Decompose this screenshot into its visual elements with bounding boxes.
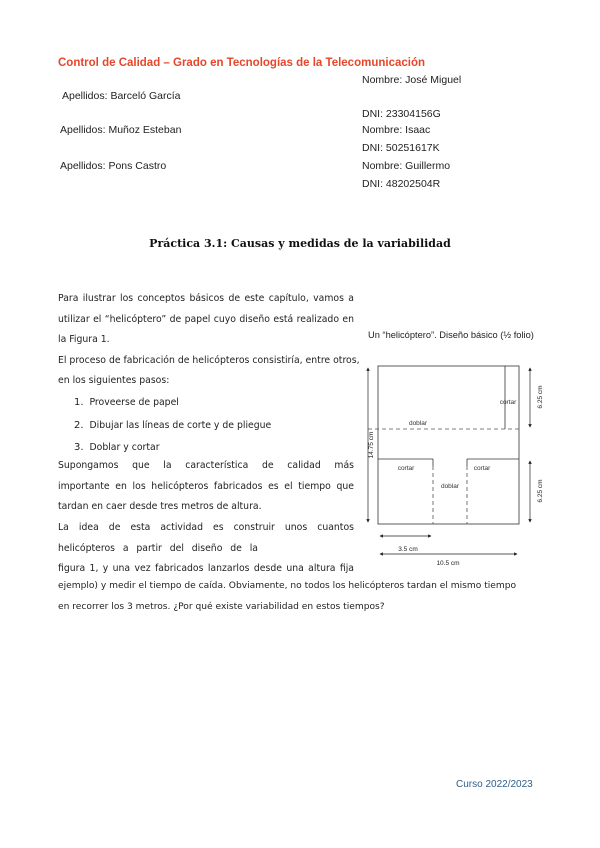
text-line: La idea de esta actividad es construir unos cuantos: [58, 522, 354, 533]
list-number: 3.: [74, 442, 84, 453]
practice-title: Práctica 3.1: Causas y medidas de la variabilidad: [149, 237, 451, 250]
label-fold-bottom: doblar: [440, 483, 460, 490]
text-line: figura 1, y una vez fabricados lanzarlos desde una altura fija: [58, 563, 354, 574]
list-text: Proveerse de papel: [89, 397, 179, 408]
footer-course-year: Curso 2022/2023: [456, 779, 533, 790]
text-line: helicópteros a partir del diseño de la: [58, 542, 258, 554]
dim-label-bottom-height: 6.25 cm: [537, 479, 544, 503]
course-title: Control de Calidad – Grado en Tecnologías de la Telecomunicación: [58, 57, 426, 69]
text-line: tardan en caer desde tres metros de altura.: [58, 501, 262, 512]
text-line: El proceso de fabricación de helicópteros consistiría, entre otros,: [58, 354, 360, 366]
student-2-name: Nombre: Isaac: [362, 124, 431, 136]
text-line: ejemplo) y medir el tiempo de caída. Obviamente, no todos los helicópteros tardan el mismo tiempo: [58, 581, 517, 591]
list-number: 1.: [74, 397, 84, 408]
student-3-name: Nombre: Guillermo: [362, 160, 451, 172]
text-line: Supongamos que la característica de calidad más: [58, 460, 354, 471]
dim-label-total-height: 14.75 cm: [368, 431, 375, 459]
label-cut-top: cortar: [499, 399, 517, 406]
text-line: en recorrer los 3 metros. ¿Por qué existe variabilidad en estos tiempos?: [58, 601, 385, 612]
activity-paragraph-bottom: [58, 576, 516, 617]
text-line: en los siguientes pasos:: [58, 375, 170, 386]
text-line: utilizar el “helicóptero” de papel cuyo diseño está realizado en: [58, 313, 354, 325]
figure-caption: Un “helicóptero”. Diseño básico (½ folio): [368, 330, 534, 340]
student-1-surname: Apellidos: Barceló García: [62, 90, 181, 102]
student-1-name: Nombre: José Miguel: [362, 74, 462, 86]
steps-list: [74, 392, 271, 460]
list-item: [74, 415, 271, 438]
list-text: Dibujar las líneas de corte y de pliegue: [89, 419, 272, 431]
label-cut-right: cortar: [473, 465, 491, 472]
list-number: 2.: [74, 419, 84, 431]
dim-label-top-height: 6.25 cm: [537, 385, 544, 409]
list-item: [74, 392, 271, 415]
list-text: Doblar y cortar: [89, 442, 160, 453]
student-2-dni: DNI: 50251617K: [362, 142, 440, 154]
text-line: importante en los helicópteros fabricados es el tiempo que: [58, 480, 354, 492]
label-cut-left: cortar: [397, 465, 415, 472]
text-line: la Figura 1.: [58, 334, 110, 345]
helicopter-design-diagram: [360, 358, 560, 568]
sheet-outline: [378, 366, 519, 524]
student-3-dni: DNI: 48202504R: [362, 178, 441, 190]
label-fold-top: doblar: [408, 420, 428, 427]
intro-paragraph: [58, 289, 360, 392]
dim-label-total-width: 10.5 cm: [436, 560, 460, 567]
student-1-dni: DNI: 23304156G: [362, 108, 441, 120]
quality-paragraph: [58, 456, 354, 518]
text-line: Para ilustrar los conceptos básicos de este capítulo, vamos a: [58, 293, 354, 304]
student-3-surname: Apellidos: Pons Castro: [60, 160, 167, 172]
activity-paragraph-top: [58, 518, 354, 580]
student-2-surname: Apellidos: Muñoz Esteban: [60, 124, 182, 136]
dim-label-part-width: 3.5 cm: [398, 546, 418, 553]
